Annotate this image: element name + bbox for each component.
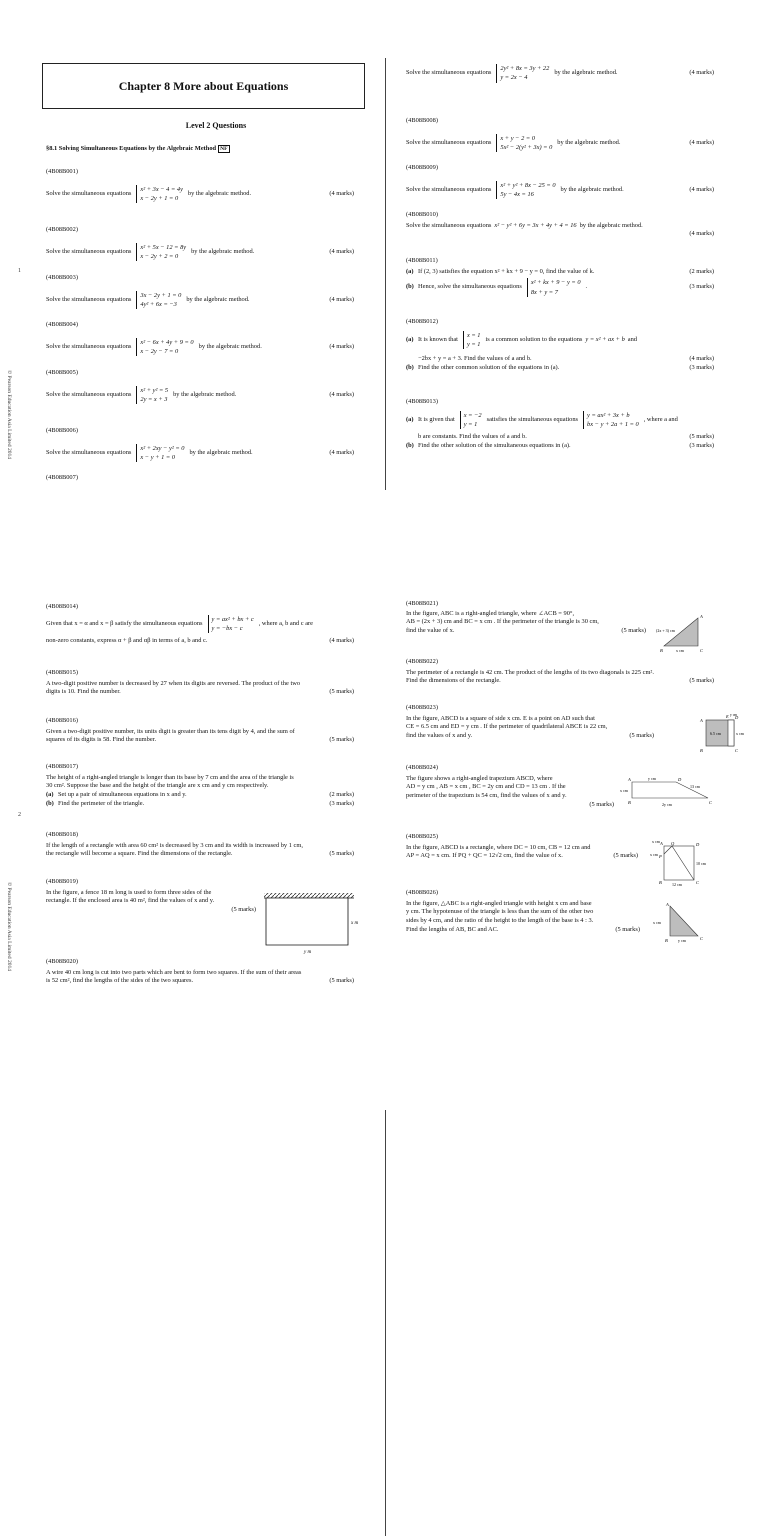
label-x: x cm bbox=[653, 920, 661, 925]
equation: x + y − 2 = 0 bbox=[500, 134, 535, 142]
question-text: the rectangle will become a square. Find the dimensions of the rectangle. bbox=[46, 850, 233, 858]
label-b: B bbox=[660, 648, 663, 653]
part-text: is a common solution to the equations bbox=[485, 335, 583, 343]
equation: 2y² + 8x = 3y + 22 bbox=[500, 65, 550, 72]
equation-system bbox=[527, 278, 581, 297]
question-id: (4B08B009) bbox=[406, 164, 438, 171]
question-text: non-zero constants, express α + β and αβ in terms of a, b and c. bbox=[46, 637, 208, 645]
part-text: −2bx + y = a + 3. Find the values of a and b. bbox=[418, 355, 532, 363]
label-cb: 12 cm bbox=[672, 882, 682, 887]
equation: y = 1 bbox=[463, 420, 478, 428]
question-text: sides by 4 cm, and the ratio of the height to the length of the base is 4 : 3. bbox=[406, 916, 594, 924]
question-text: Solve the simultaneous equations bbox=[406, 138, 492, 146]
question-005 bbox=[46, 369, 354, 404]
marks: (4 marks) bbox=[329, 189, 354, 197]
equation: x² − 6x + 4y + 9 = 0 bbox=[140, 338, 194, 346]
marks: (5 marks) bbox=[689, 677, 714, 685]
marks: (4 marks) bbox=[689, 355, 714, 363]
label-c: C bbox=[700, 936, 704, 941]
question-text: Find the lengths of AB, BC and AC. bbox=[406, 925, 499, 933]
label-d: D bbox=[735, 715, 739, 720]
column-divider bbox=[385, 1110, 386, 1536]
marks: (5 marks) bbox=[689, 433, 714, 441]
question-tail: by the algebraic method. bbox=[189, 448, 253, 456]
label-d: D bbox=[696, 842, 700, 847]
question-tail: by the algebraic method. bbox=[557, 138, 621, 146]
equation-system bbox=[460, 411, 482, 430]
question-id: (4B08B017) bbox=[46, 763, 78, 770]
question-020 bbox=[46, 958, 354, 986]
question-id: (4B08B025) bbox=[406, 833, 438, 840]
question-id: (4B08B007) bbox=[46, 474, 78, 481]
marks: (3 marks) bbox=[329, 799, 354, 807]
label-b: B bbox=[665, 938, 668, 943]
question-tail: by the algebraic method. bbox=[579, 221, 643, 229]
label-d: D bbox=[678, 777, 682, 782]
fence-x-label: x m bbox=[351, 921, 358, 926]
question-text: squares of its digits is 58. Find the number. bbox=[46, 736, 157, 744]
label-a: A bbox=[660, 841, 663, 846]
equation: x² + y² + 8x − 25 = 0 bbox=[500, 181, 556, 189]
question-text: Solve the simultaneous equations bbox=[46, 390, 132, 398]
question-id: (4B08B015) bbox=[46, 669, 78, 676]
question-011 bbox=[406, 257, 714, 297]
equation: x = −2 bbox=[463, 411, 482, 419]
label-b: B bbox=[628, 800, 631, 805]
question-id: (4B08B008) bbox=[406, 117, 438, 124]
marks: (2 marks) bbox=[329, 790, 354, 798]
equation-system bbox=[136, 444, 184, 463]
equation: 3x − 2y + 1 = 0 bbox=[140, 291, 182, 299]
label-q: Q bbox=[671, 841, 675, 846]
page-number: 2 bbox=[18, 812, 21, 818]
marks: (5 marks) bbox=[329, 850, 354, 858]
square-abcd-figure bbox=[698, 712, 748, 756]
question-tail: by the algebraic method. bbox=[560, 185, 624, 193]
equation: y = ax² + 3x + b bbox=[587, 411, 630, 419]
equation-system bbox=[583, 411, 639, 430]
question-text: In the figure, a fence 18 m long is used to form three sides of the bbox=[46, 888, 212, 896]
fence-y-label: y m bbox=[304, 950, 312, 955]
question-006 bbox=[46, 427, 354, 462]
question-id: (4B08B012) bbox=[406, 318, 438, 325]
question-id: (4B08B023) bbox=[406, 704, 438, 711]
question-text: In the figure, ABCD is a square of side x cm. E is a point on AD such that bbox=[406, 714, 595, 722]
marks: (4 marks) bbox=[329, 448, 354, 456]
equation: 5y − 4x = 16 bbox=[500, 190, 534, 198]
equation: bx − y + 2a + 1 = 0 bbox=[587, 420, 639, 428]
label-a: A bbox=[628, 777, 631, 782]
question-text: The figure shows a right-angled trapezium ABCD, where bbox=[406, 774, 553, 782]
question-003 bbox=[46, 274, 354, 309]
marks: (4 marks) bbox=[329, 342, 354, 350]
equation: x = 1 bbox=[466, 331, 481, 339]
part-text: If (2, 3) satisfies the equation x² + kx + 9 − y = 0, find the value of k. bbox=[418, 267, 595, 275]
question-text: 30 cm². Suppose the base and the height of the triangle are x cm and y cm respectively. bbox=[46, 782, 269, 790]
question-text: Given a two-digit positive number, its units digit is greater than its tens digit by 4, and the sum of bbox=[46, 727, 295, 735]
label-e: E bbox=[726, 714, 729, 719]
question-text: Given that x = α and x = β satisfy the simultaneous equations bbox=[46, 619, 203, 627]
question-text: Solve the simultaneous equations bbox=[46, 189, 132, 197]
part-text: It is given that bbox=[418, 415, 455, 423]
part-label: (a) bbox=[406, 267, 414, 275]
question-023 bbox=[406, 704, 654, 741]
question-text: is 52 cm², find the lengths of the sides of the two squares. bbox=[46, 977, 194, 985]
part-label: (a) bbox=[406, 335, 414, 343]
question-010 bbox=[406, 211, 714, 239]
question-id: (4B08B014) bbox=[46, 603, 78, 610]
question-text: , where a, b and c are bbox=[258, 619, 313, 627]
question-text: Solve the simultaneous equations bbox=[46, 448, 132, 456]
question-text: Solve the simultaneous equations bbox=[46, 247, 132, 255]
question-id: (4B08B010) bbox=[406, 211, 438, 218]
marks: (5 marks) bbox=[589, 800, 614, 808]
marks: (4 marks) bbox=[329, 295, 354, 303]
question-007-body bbox=[406, 64, 714, 83]
label-a: A bbox=[666, 902, 669, 907]
triangle-abc-figure bbox=[654, 612, 714, 656]
section-title-text: §8.1 Solving Simultaneous Equations by the Algebraic Method bbox=[46, 145, 217, 152]
question-id: (4B08B021) bbox=[406, 600, 438, 607]
question-014 bbox=[46, 603, 354, 646]
wall-hatch bbox=[264, 893, 354, 898]
marks: (4 marks) bbox=[689, 230, 714, 238]
equation: 8x + y = 7 bbox=[530, 288, 558, 296]
marks: (3 marks) bbox=[689, 283, 714, 291]
question-text: AB = (2x + 3) cm and BC = x cm . If the perimeter of the triangle is 30 cm, bbox=[406, 618, 599, 626]
page-number: 1 bbox=[18, 268, 21, 274]
equation: 5x² − 2(y² + 3x) = 0 bbox=[500, 143, 553, 151]
equation-system bbox=[496, 181, 555, 200]
question-tail: by the algebraic method. bbox=[173, 390, 237, 398]
marks: (5 marks) bbox=[629, 731, 654, 739]
part-tail: . bbox=[585, 283, 588, 291]
question-id: (4B08B005) bbox=[46, 369, 78, 376]
part-label: (a) bbox=[406, 415, 414, 423]
part-text: Find the perimeter of the triangle. bbox=[58, 799, 145, 807]
label-x: x cm bbox=[736, 731, 744, 736]
marks: (4 marks) bbox=[329, 390, 354, 398]
marks: (5 marks) bbox=[231, 905, 256, 913]
part-label: (b) bbox=[406, 283, 414, 291]
nf-tag: NF bbox=[220, 146, 228, 152]
trapezium-figure bbox=[620, 776, 716, 812]
equation: y = 2x − 4 bbox=[500, 74, 528, 82]
label-x-left: x cm bbox=[650, 852, 658, 857]
question-id: (4B08B026) bbox=[406, 889, 438, 896]
equation: y = −bx − c bbox=[211, 624, 243, 632]
equation: x² + 5x − 12 = 8y bbox=[140, 243, 187, 251]
question-id: (4B08B013) bbox=[406, 398, 438, 405]
question-019 bbox=[46, 878, 256, 915]
question-id: (4B08B020) bbox=[46, 958, 78, 965]
question-text: find the value of x. bbox=[406, 626, 455, 634]
part-text: satisfies the simultaneous equations bbox=[486, 415, 579, 423]
label-dc: 10 cm bbox=[696, 861, 706, 866]
label-ad: y cm bbox=[648, 776, 656, 781]
part-text: It is known that bbox=[418, 335, 458, 343]
section-title bbox=[46, 145, 230, 153]
equation-system bbox=[208, 615, 254, 634]
question-024 bbox=[406, 764, 614, 809]
question-007-id bbox=[46, 474, 354, 491]
question-text: Solve the simultaneous equations bbox=[46, 342, 132, 350]
label-y: y cm bbox=[730, 713, 738, 717]
label-c: C bbox=[709, 800, 713, 805]
label-c: C bbox=[696, 880, 700, 885]
equation-system bbox=[136, 291, 181, 310]
equation-system bbox=[136, 185, 183, 204]
copyright-side-text: © Pearson Education Asia Limited 2014 bbox=[6, 370, 12, 459]
question-018 bbox=[46, 831, 354, 859]
equation: x − y + 1 = 0 bbox=[140, 453, 175, 461]
question-text: In the figure, △ABC is a right-angled triangle with height x cm and base bbox=[406, 899, 592, 907]
level-title: Level 2 Questions bbox=[185, 121, 247, 130]
question-text: The perimeter of a rectangle is 42 cm. The product of the lengths of its two diagonals is 225 cm². bbox=[406, 668, 654, 676]
label-a: A bbox=[700, 614, 703, 619]
marks: (5 marks) bbox=[329, 977, 354, 985]
question-002 bbox=[46, 226, 354, 261]
part-text: Hence, solve the simultaneous equations bbox=[418, 283, 522, 291]
question-text: Find the dimensions of the rectangle. bbox=[406, 677, 501, 685]
marks: (5 marks) bbox=[329, 688, 354, 696]
marks: (5 marks) bbox=[613, 852, 638, 860]
question-text: In the figure, ABC is a right-angled triangle, where ∠ACB = 90°, bbox=[406, 609, 575, 617]
question-text: Solve the simultaneous equations bbox=[406, 68, 492, 76]
question-016 bbox=[46, 717, 354, 745]
question-id: (4B08B019) bbox=[46, 878, 78, 885]
part-text: , where a and bbox=[643, 415, 678, 423]
part-text: b are constants. Find the values of a and b. bbox=[418, 433, 527, 441]
question-id: (4B08B024) bbox=[406, 764, 438, 771]
equation: x² − y² + 6y = 3x + 4y + 4 = 16 bbox=[494, 221, 577, 229]
question-004 bbox=[46, 321, 354, 356]
question-id: (4B08B022) bbox=[406, 658, 438, 665]
question-015 bbox=[46, 669, 354, 697]
equation: x² + y² = 5 bbox=[140, 386, 169, 394]
marks: (5 marks) bbox=[621, 626, 646, 634]
question-text: A two-digit positive number is decreased by 27 when its digits are reversed. The product of the two bbox=[46, 679, 301, 687]
question-013 bbox=[406, 398, 714, 450]
question-tail: by the algebraic method. bbox=[187, 189, 252, 197]
equation-system bbox=[496, 134, 552, 153]
question-012 bbox=[406, 318, 714, 372]
marks: (5 marks) bbox=[329, 736, 354, 744]
question-id: (4B08B006) bbox=[46, 427, 78, 434]
marks: (4 marks) bbox=[689, 138, 714, 146]
label-cd: 13 cm bbox=[690, 784, 700, 789]
question-text: Solve the simultaneous equations bbox=[406, 221, 492, 229]
equation-system bbox=[136, 386, 168, 405]
equation-system bbox=[463, 331, 481, 350]
question-id: (4B08B011) bbox=[406, 257, 438, 264]
question-id: (4B08B003) bbox=[46, 274, 78, 281]
question-text: find the values of x and y. bbox=[406, 731, 473, 739]
label-y: y cm bbox=[678, 938, 686, 943]
question-017 bbox=[46, 763, 354, 808]
label-b: B bbox=[659, 880, 662, 885]
question-text: In the figure, ABCD is a rectangle, where DC = 10 cm, CB = 12 cm and bbox=[406, 843, 591, 851]
question-text: rectangle. If the enclosed area is 40 m², find the values of x and y. bbox=[46, 897, 215, 905]
equation: x² + kx + 9 − y = 0 bbox=[530, 279, 581, 287]
question-text: A wire 40 cm long is cut into two parts which are bent to form two squares. If the sum of their areas bbox=[46, 968, 302, 976]
equation: x − 2y − 7 = 0 bbox=[140, 347, 179, 355]
question-text: y cm. The hypotenuse of the triangle is less than the sum of the other two bbox=[406, 908, 594, 916]
part-label: (b) bbox=[406, 363, 414, 371]
label-a: A bbox=[700, 718, 703, 723]
marks: (4 marks) bbox=[329, 247, 354, 255]
question-text: Solve the simultaneous equations bbox=[406, 185, 492, 193]
part-label: (a) bbox=[46, 790, 54, 798]
part-label: (b) bbox=[406, 441, 414, 449]
marks: (3 marks) bbox=[689, 441, 714, 449]
equation: x − 2y + 1 = 0 bbox=[140, 194, 179, 202]
marks: (5 marks) bbox=[615, 925, 640, 933]
part-text: Find the other solution of the simultaneous equations in (a). bbox=[418, 441, 571, 449]
equation: 2y = x + 3 bbox=[140, 395, 168, 403]
question-tail: by the algebraic method. bbox=[554, 68, 618, 76]
question-text: digits is 10. Find the number. bbox=[46, 688, 121, 696]
question-text: If the length of a rectangle with area 60 cm² is decreased by 3 cm and its width is increased by 1 cm, bbox=[46, 841, 303, 849]
question-026 bbox=[406, 889, 640, 934]
equation: x² + 3x − 4 = 4y bbox=[140, 185, 183, 193]
question-tail: by the algebraic method. bbox=[191, 247, 255, 255]
equation: y = x² + ax + b bbox=[585, 335, 625, 343]
equation-system bbox=[136, 338, 193, 357]
part-text: Set up a pair of simultaneous equations in x and y. bbox=[58, 790, 187, 798]
label-c: C bbox=[735, 748, 739, 753]
label-c: C bbox=[700, 648, 704, 653]
question-tail: by the algebraic method. bbox=[198, 342, 262, 350]
equation: x² + 2xy − y² = 0 bbox=[140, 444, 185, 452]
fence-figure bbox=[262, 891, 358, 955]
question-text: perimeter of the trapezium is 54 cm, find the values of x and y. bbox=[406, 791, 567, 799]
question-id: (4B08B002) bbox=[46, 226, 78, 233]
question-text: Solve the simultaneous equations bbox=[46, 295, 132, 303]
marks: (2 marks) bbox=[689, 267, 714, 275]
label-ab: x cm bbox=[620, 788, 628, 793]
equation: y = 1 bbox=[466, 340, 481, 348]
question-id: (4B08B004) bbox=[46, 321, 78, 328]
marks: (4 marks) bbox=[689, 68, 714, 76]
equation: x − 2y + 2 = 0 bbox=[140, 252, 179, 260]
equation-system bbox=[496, 64, 549, 83]
question-text: CE = 6.5 cm and ED = y cm . If the perimeter of quadrilateral ABCE is 22 cm, bbox=[406, 723, 608, 731]
question-009 bbox=[406, 164, 714, 199]
triangle-026-figure bbox=[650, 900, 706, 946]
question-id: (4B08B018) bbox=[46, 831, 78, 838]
label-bc: x cm bbox=[676, 648, 684, 653]
marks: (3 marks) bbox=[689, 363, 714, 371]
label-x-top: x cm bbox=[652, 839, 660, 844]
question-001 bbox=[46, 168, 354, 203]
question-text: AD = y cm , AB = x cm , BC = 2y cm and CD = 13 cm . If the bbox=[406, 783, 566, 791]
chapter-title: Chapter 8 More about Equations bbox=[42, 63, 365, 109]
equation: y = ax² + bx + c bbox=[211, 615, 254, 623]
part-text: Find the other common solution of the equations in (a). bbox=[418, 363, 560, 371]
question-008 bbox=[406, 117, 714, 152]
question-tail: by the algebraic method. bbox=[186, 295, 250, 303]
label-bc: 2y cm bbox=[662, 802, 672, 807]
label-p: P bbox=[659, 854, 662, 859]
question-text: The height of a right-angled triangle is longer than its base by 7 cm and the area of the triangle is bbox=[46, 773, 294, 781]
question-022 bbox=[406, 658, 714, 686]
question-021 bbox=[406, 600, 646, 636]
marks: (4 marks) bbox=[689, 185, 714, 193]
part-text: and bbox=[627, 335, 637, 343]
question-id: (4B08B016) bbox=[46, 717, 78, 724]
question-id: (4B08B001) bbox=[46, 168, 78, 175]
rectangle-apq-figure bbox=[650, 836, 714, 888]
fence-line bbox=[266, 898, 348, 945]
part-label: (b) bbox=[46, 799, 54, 807]
label-ce: 6.5 cm bbox=[710, 731, 721, 736]
label-ab: (2x + 3) cm bbox=[656, 628, 675, 633]
label-b: B bbox=[700, 748, 703, 753]
equation: 4y² + 6x = −3 bbox=[140, 300, 177, 308]
equation-system bbox=[136, 243, 186, 262]
question-text: AP = AQ = x cm. If PQ + QC = 12√2 cm, find the value of x. bbox=[406, 852, 563, 860]
question-025 bbox=[406, 833, 638, 861]
copyright-side-text: © Pearson Education Asia Limited 2014 bbox=[6, 882, 12, 971]
marks: (4 marks) bbox=[329, 637, 354, 645]
